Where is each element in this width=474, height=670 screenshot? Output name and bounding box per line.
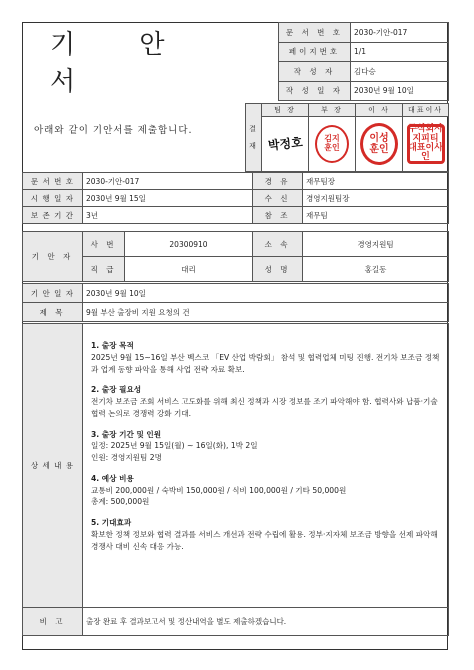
section-title: 1. 출장 목적 xyxy=(91,341,134,350)
doc-no-label: 문 서 번 호 xyxy=(23,173,83,190)
reason-label: 경 유 xyxy=(253,173,303,190)
seal-ceo-line3: 대표이사 xyxy=(408,143,443,153)
approval-box xyxy=(245,103,449,172)
meta-writer-value: 김다승 xyxy=(351,62,449,82)
seal-dept-head-line1: 김지 xyxy=(324,134,340,144)
approval-cell-ceo xyxy=(403,117,449,172)
reason-value: 재무팀장 xyxy=(303,173,449,190)
draft-date-label: 기 안 일 자 xyxy=(23,284,83,303)
approval-cell-director xyxy=(356,117,403,172)
section-line: 인원: 경영지원팀 2명 xyxy=(91,453,162,463)
intro-text: 아래와 같이 기안서를 제출합니다. xyxy=(34,125,193,136)
meta-date-value: 2030년 9월 10일 xyxy=(351,81,449,101)
emp-no-value: 20300910 xyxy=(125,232,253,257)
recipient-value: 경영지원팀장 xyxy=(303,190,449,207)
retention-value: 3년 xyxy=(83,207,253,224)
seal-dept-head xyxy=(315,125,349,163)
meta-page-value: 1/1 xyxy=(351,42,449,62)
name-value: 홍길동 xyxy=(303,257,449,282)
approval-cell-dept-head xyxy=(309,117,356,172)
seal-director-line1: 이성 xyxy=(369,133,389,144)
meta-doc-no-value: 2030-기안-017 xyxy=(351,23,449,43)
reference-value: 재무팀 xyxy=(303,207,449,224)
meta-doc-no-label: 문 서 번 호 xyxy=(279,23,351,43)
section-title: 4. 예상 비용 xyxy=(91,473,134,483)
doc-no-value: 2030-기안-017 xyxy=(83,173,253,190)
remarks-value: 출장 완료 후 결과보고서 및 정산내역을 별도 제출하겠습니다. xyxy=(83,608,449,636)
rank-value: 대리 xyxy=(125,257,253,282)
name-label: 성 명 xyxy=(253,257,303,282)
approval-role-dept-head: 부 장 xyxy=(309,104,356,117)
reference-label: 참 조 xyxy=(253,207,303,224)
detail-section-purpose xyxy=(91,340,440,375)
detail-section-cost xyxy=(91,473,440,508)
seal-ceo-line4: 인 xyxy=(421,152,430,163)
detail-body xyxy=(83,324,449,608)
seal-director xyxy=(360,123,398,165)
detail-section-effect xyxy=(91,517,440,552)
signature-team-leader: 박정호 xyxy=(266,135,304,153)
section-line: 총계: 500,000원 xyxy=(91,497,150,507)
remarks-table xyxy=(22,607,449,636)
meta-table xyxy=(278,22,449,101)
emp-no-label: 사 번 xyxy=(83,232,125,257)
seal-ceo xyxy=(407,124,445,164)
dept-value: 경영지원팀 xyxy=(303,232,449,257)
subject-table xyxy=(22,283,449,322)
meta-writer-label: 작 성 자 xyxy=(279,62,351,82)
approval-role-team-leader: 팀 장 xyxy=(262,104,309,117)
section-line: 전기차 보조금 조회 서비스 고도화를 위해 최신 정책과 시장 정보를 조기 파악해야 함. 협력사와 납품·기술 협력 논의로 경쟁력 강화 기대. xyxy=(91,397,438,418)
approval-side-label: 결재 xyxy=(246,104,262,172)
exec-date-label: 시 행 일 자 xyxy=(23,190,83,207)
dept-label: 소 속 xyxy=(253,232,303,257)
subject-value: 9월 부산 출장비 지원 요청의 건 xyxy=(83,303,449,322)
section-line: 일정: 2025년 9월 15일(월) ~ 16일(화), 1박 2일 xyxy=(91,441,258,451)
seal-ceo-line1: 주식회사 xyxy=(408,124,443,135)
draft-date-value: 2030년 9월 10일 xyxy=(83,284,449,303)
subject-label: 제 목 xyxy=(23,303,83,322)
rank-label: 직 급 xyxy=(83,257,125,282)
section-line: 교통비 200,000원 / 숙박비 150,000원 / 식비 100,000원 / 기타 50,000원 xyxy=(91,485,347,495)
approval-cell-team-leader xyxy=(262,117,309,172)
document-title: 기 안 서 xyxy=(50,30,193,97)
detail-table xyxy=(22,323,449,608)
recipient-label: 수 신 xyxy=(253,190,303,207)
section-line: 확보한 정책 정보와 협력 결과를 서비스 개선과 전략 수립에 활용. 정부·지자체 보조금 방향을 선제 파악해 경쟁사 대비 신속 대응 가능. xyxy=(91,529,438,551)
approval-role-ceo: 대표이사 xyxy=(403,104,449,117)
detail-section-necessity xyxy=(91,384,440,419)
author-label: 기 안 자 xyxy=(23,232,83,282)
exec-date-value: 2030년 9월 15일 xyxy=(83,190,253,207)
seal-dept-head-line2: 훈인 xyxy=(324,143,340,152)
info-table xyxy=(22,172,449,224)
remarks-label: 비 고 xyxy=(23,608,83,636)
meta-date-label: 작 성 일 자 xyxy=(279,81,351,101)
seal-director-line2: 훈인 xyxy=(369,144,389,155)
section-title: 2. 출장 필요성 xyxy=(91,385,142,395)
section-title: 3. 출장 기간 및 인원 xyxy=(91,429,162,439)
retention-label: 보 존 기 간 xyxy=(23,207,83,224)
meta-page-label: 페이지번호 xyxy=(279,42,351,62)
detail-section-period xyxy=(91,429,440,464)
author-table xyxy=(22,231,449,282)
section-line: 2025년 9월 15~16일 부산 벡스코 「EV 산업 박람회」 참석 및 협력업체 미팅 진행. 전기차 보조금 정책과 업계 동향 파악을 통해 사업 전략 자료 확보. xyxy=(91,352,440,374)
detail-label: 상 세 내 용 xyxy=(23,324,83,608)
seal-ceo-line2: 지피티 xyxy=(412,133,439,144)
approval-role-director: 이 사 xyxy=(356,104,403,117)
section-title: 5. 기대효과 xyxy=(91,518,132,528)
